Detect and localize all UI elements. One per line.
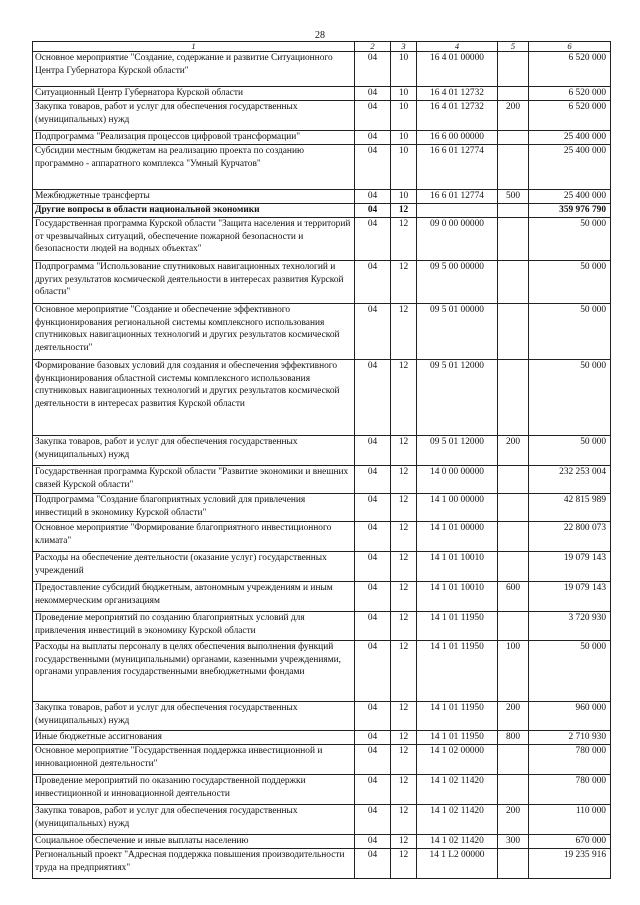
cell-name: Подпрограмма "Создание благоприятных условий для привлечения инвестиций в экономику Курской области" — [33, 494, 355, 522]
cell-expense-type — [498, 745, 529, 775]
cell-expense-type: 200 — [498, 101, 529, 131]
table-row — [33, 52, 611, 87]
cell-expense-type: 200 — [498, 702, 529, 731]
cell-target-article: 09 5 01 12000 — [417, 436, 498, 466]
cell-expense-type — [498, 360, 529, 436]
cell-subsection: 12 — [391, 494, 417, 522]
header-col-6: 6 — [529, 42, 611, 52]
cell-expense-type: 800 — [498, 731, 529, 745]
cell-subsection: 12 — [391, 849, 417, 879]
table-row — [33, 702, 611, 731]
cell-name: Закупка товаров, работ и услуг для обеспечения государственных (муниципальных) нужд — [33, 436, 355, 466]
cell-subsection: 12 — [391, 641, 417, 702]
table-header-row — [33, 42, 611, 52]
cell-expense-type: 500 — [498, 190, 529, 204]
cell-amount: 42 815 989 — [529, 494, 611, 522]
cell-subsection: 12 — [391, 218, 417, 261]
table-row — [33, 131, 611, 145]
cell-subsection: 10 — [391, 131, 417, 145]
cell-amount: 50 000 — [529, 360, 611, 436]
cell-section: 04 — [355, 101, 391, 131]
cell-expense-type: 200 — [498, 436, 529, 466]
cell-amount: 19 079 143 — [529, 582, 611, 612]
cell-expense-type — [498, 52, 529, 87]
table-row — [33, 190, 611, 204]
cell-section: 04 — [355, 360, 391, 436]
cell-expense-type — [498, 87, 529, 101]
table-row — [33, 360, 611, 436]
cell-amount: 3 720 930 — [529, 612, 611, 641]
cell-amount: 50 000 — [529, 261, 611, 304]
cell-amount: 670 000 — [529, 835, 611, 849]
cell-name: Другие вопросы в области национальной экономики — [33, 204, 355, 218]
cell-name: Подпрограмма "Использование спутниковых навигационных технологий и других результатов космической деятельности в интересах развития Курской области" — [33, 261, 355, 304]
table-row — [33, 261, 611, 304]
cell-subsection: 12 — [391, 835, 417, 849]
cell-amount: 780 000 — [529, 775, 611, 805]
cell-subsection: 12 — [391, 436, 417, 466]
table-row — [33, 552, 611, 582]
cell-section: 04 — [355, 131, 391, 145]
cell-section: 04 — [355, 745, 391, 775]
cell-expense-type — [498, 552, 529, 582]
header-col-2: 2 — [355, 42, 391, 52]
cell-subsection: 10 — [391, 101, 417, 131]
cell-target-article: 09 0 00 00000 — [417, 218, 498, 261]
cell-subsection: 12 — [391, 702, 417, 731]
cell-name: Подпрограмма "Реализация процессов цифровой трансформации" — [33, 131, 355, 145]
cell-subsection: 12 — [391, 612, 417, 641]
cell-name: Основное мероприятие "Создание и обеспечение эффективного функционирования региональной системы комплексного использования спутниковых навигационных технологий и других результатов космической деятельности" — [33, 304, 355, 360]
cell-target-article: 16 6 01 12774 — [417, 190, 498, 204]
cell-name: Региональный проект "Адресная поддержка повышения производительности труда на предприятиях" — [33, 849, 355, 879]
cell-name: Государственная программа Курской области "Развитие экономики и внешних связей Курской области" — [33, 466, 355, 494]
cell-target-article: 09 5 00 00000 — [417, 261, 498, 304]
cell-target-article: 14 1 01 00000 — [417, 522, 498, 552]
cell-name: Закупка товаров, работ и услуг для обеспечения государственных (муниципальных) нужд — [33, 805, 355, 835]
cell-subsection: 12 — [391, 805, 417, 835]
cell-subsection: 12 — [391, 204, 417, 218]
cell-subsection: 12 — [391, 775, 417, 805]
cell-section: 04 — [355, 304, 391, 360]
budget-table — [32, 41, 611, 879]
cell-name: Проведение мероприятий по оказанию государственной поддержки инвестиционной и инновационной деятельности — [33, 775, 355, 805]
cell-section: 04 — [355, 52, 391, 87]
cell-name: Проведение мероприятий по созданию благоприятных условий для привлечения инвестиций в экономику Курской области — [33, 612, 355, 641]
cell-expense-type — [498, 612, 529, 641]
cell-amount: 50 000 — [529, 641, 611, 702]
cell-target-article: 14 1 01 10010 — [417, 552, 498, 582]
table-row — [33, 745, 611, 775]
table-row — [33, 835, 611, 849]
cell-expense-type: 200 — [498, 805, 529, 835]
cell-name: Формирование базовых условий для создания и обеспечения эффективного функционирования областной системы комплексного использования спутниковых навигационных технологий и других результатов космической деятельности в интересах развития Курской области — [33, 360, 355, 436]
cell-name: Иные бюджетные ассигнования — [33, 731, 355, 745]
cell-amount: 25 400 000 — [529, 131, 611, 145]
cell-name: Расходы на обеспечение деятельности (оказание услуг) государственных учреждений — [33, 552, 355, 582]
header-col-4: 4 — [417, 42, 498, 52]
cell-target-article: 14 1 01 11950 — [417, 731, 498, 745]
table-body — [33, 52, 611, 879]
cell-subsection: 12 — [391, 261, 417, 304]
cell-target-article — [417, 204, 498, 218]
cell-target-article: 14 1 02 11420 — [417, 775, 498, 805]
cell-section: 04 — [355, 835, 391, 849]
table-row — [33, 218, 611, 261]
cell-amount: 232 253 004 — [529, 466, 611, 494]
cell-name: Государственная программа Курской области "Защита населения и территорий от чрезвычайных ситуаций, обеспечение пожарной безопасности и безопасности людей на водных объектах" — [33, 218, 355, 261]
cell-section: 04 — [355, 641, 391, 702]
cell-name: Основное мероприятие "Государственная поддержка инвестиционной и инновационной деятельности" — [33, 745, 355, 775]
cell-expense-type — [498, 466, 529, 494]
cell-expense-type: 300 — [498, 835, 529, 849]
cell-amount: 110 000 — [529, 805, 611, 835]
table-row — [33, 612, 611, 641]
cell-name: Межбюджетные трансферты — [33, 190, 355, 204]
cell-amount: 6 520 000 — [529, 87, 611, 101]
cell-section: 04 — [355, 702, 391, 731]
table-row — [33, 805, 611, 835]
cell-target-article: 14 1 01 10010 — [417, 582, 498, 612]
page-number: 28 — [315, 30, 325, 41]
cell-amount: 359 976 790 — [529, 204, 611, 218]
cell-section: 04 — [355, 494, 391, 522]
cell-section: 04 — [355, 522, 391, 552]
cell-name: Субсидии местным бюджетам на реализацию проекта по созданию программно - аппаратного комплекса "Умный Курчатов" — [33, 145, 355, 190]
cell-section: 04 — [355, 552, 391, 582]
cell-subsection: 12 — [391, 731, 417, 745]
cell-expense-type: 100 — [498, 641, 529, 702]
cell-subsection: 12 — [391, 304, 417, 360]
cell-name: Закупка товаров, работ и услуг для обеспечения государственных (муниципальных) нужд — [33, 702, 355, 731]
cell-section: 04 — [355, 612, 391, 641]
cell-name: Основное мероприятие "Формирование благоприятного инвестиционного климата" — [33, 522, 355, 552]
cell-name: Ситуационный Центр Губернатора Курской области — [33, 87, 355, 101]
cell-amount: 780 000 — [529, 745, 611, 775]
cell-amount: 50 000 — [529, 436, 611, 466]
cell-section: 04 — [355, 731, 391, 745]
cell-expense-type — [498, 522, 529, 552]
cell-expense-type — [498, 218, 529, 261]
table-row — [33, 204, 611, 218]
cell-section: 04 — [355, 805, 391, 835]
cell-section: 04 — [355, 87, 391, 101]
cell-target-article: 16 4 01 12732 — [417, 101, 498, 131]
cell-expense-type — [498, 145, 529, 190]
table-row — [33, 436, 611, 466]
cell-target-article: 09 5 01 00000 — [417, 304, 498, 360]
cell-name: Расходы на выплаты персоналу в целях обеспечения выполнения функций государственными (муниципальными) органами, казенными учреждениями, органами управления государственными внебюджетными фондами — [33, 641, 355, 702]
cell-amount: 22 800 073 — [529, 522, 611, 552]
table-row — [33, 731, 611, 745]
cell-target-article: 16 4 01 12732 — [417, 87, 498, 101]
cell-section: 04 — [355, 775, 391, 805]
table-row — [33, 466, 611, 494]
cell-expense-type — [498, 494, 529, 522]
cell-subsection: 12 — [391, 360, 417, 436]
cell-amount: 960 000 — [529, 702, 611, 731]
cell-target-article: 14 0 00 00000 — [417, 466, 498, 494]
cell-target-article: 14 1 02 11420 — [417, 805, 498, 835]
cell-subsection: 12 — [391, 745, 417, 775]
cell-expense-type: 600 — [498, 582, 529, 612]
cell-section: 04 — [355, 261, 391, 304]
cell-name: Социальное обеспечение и иные выплаты населению — [33, 835, 355, 849]
cell-target-article: 14 1 00 00000 — [417, 494, 498, 522]
cell-section: 04 — [355, 466, 391, 494]
cell-subsection: 10 — [391, 52, 417, 87]
cell-subsection: 12 — [391, 466, 417, 494]
table-row — [33, 304, 611, 360]
cell-section: 04 — [355, 218, 391, 261]
cell-target-article: 16 4 01 00000 — [417, 52, 498, 87]
cell-target-article: 14 1 01 11950 — [417, 702, 498, 731]
table-row — [33, 849, 611, 879]
table-row — [33, 582, 611, 612]
header-col-5: 5 — [498, 42, 529, 52]
cell-section: 04 — [355, 582, 391, 612]
cell-target-article: 14 1 02 00000 — [417, 745, 498, 775]
cell-target-article: 14 1 01 11950 — [417, 641, 498, 702]
cell-name: Закупка товаров, работ и услуг для обеспечения государственных (муниципальных) нужд — [33, 101, 355, 131]
cell-name: Основное мероприятие "Создание, содержание и развитие Ситуационного Центра Губернатора Курской области" — [33, 52, 355, 87]
cell-expense-type — [498, 131, 529, 145]
cell-target-article: 14 1 L2 00000 — [417, 849, 498, 879]
cell-section: 04 — [355, 145, 391, 190]
cell-subsection: 12 — [391, 552, 417, 582]
cell-expense-type — [498, 261, 529, 304]
cell-subsection: 12 — [391, 582, 417, 612]
cell-amount: 25 400 000 — [529, 145, 611, 190]
cell-subsection: 10 — [391, 145, 417, 190]
header-col-3: 3 — [391, 42, 417, 52]
cell-amount: 19 235 916 — [529, 849, 611, 879]
cell-section: 04 — [355, 436, 391, 466]
table-row — [33, 641, 611, 702]
cell-section: 04 — [355, 204, 391, 218]
cell-target-article: 14 1 01 11950 — [417, 612, 498, 641]
cell-target-article: 16 6 00 00000 — [417, 131, 498, 145]
cell-target-article: 14 1 02 11420 — [417, 835, 498, 849]
cell-amount: 25 400 000 — [529, 190, 611, 204]
cell-section: 04 — [355, 190, 391, 204]
cell-amount: 19 079 143 — [529, 552, 611, 582]
cell-amount: 50 000 — [529, 218, 611, 261]
cell-expense-type — [498, 775, 529, 805]
cell-subsection: 12 — [391, 522, 417, 552]
table-row — [33, 145, 611, 190]
cell-amount: 6 520 000 — [529, 101, 611, 131]
cell-section: 04 — [355, 849, 391, 879]
cell-amount: 6 520 000 — [529, 52, 611, 87]
table-row — [33, 522, 611, 552]
table-row — [33, 101, 611, 131]
table-row — [33, 494, 611, 522]
cell-target-article: 16 6 01 12774 — [417, 145, 498, 190]
cell-name: Предоставление субсидий бюджетным, автономным учреждениям и иным некоммерческим организациям — [33, 582, 355, 612]
cell-subsection: 10 — [391, 87, 417, 101]
cell-expense-type — [498, 304, 529, 360]
table-row — [33, 775, 611, 805]
header-col-1: 1 — [33, 42, 355, 52]
cell-expense-type — [498, 849, 529, 879]
table-row — [33, 87, 611, 101]
cell-target-article: 09 5 01 12000 — [417, 360, 498, 436]
cell-subsection: 10 — [391, 190, 417, 204]
cell-amount: 2 710 930 — [529, 731, 611, 745]
cell-amount: 50 000 — [529, 304, 611, 360]
cell-expense-type — [498, 204, 529, 218]
